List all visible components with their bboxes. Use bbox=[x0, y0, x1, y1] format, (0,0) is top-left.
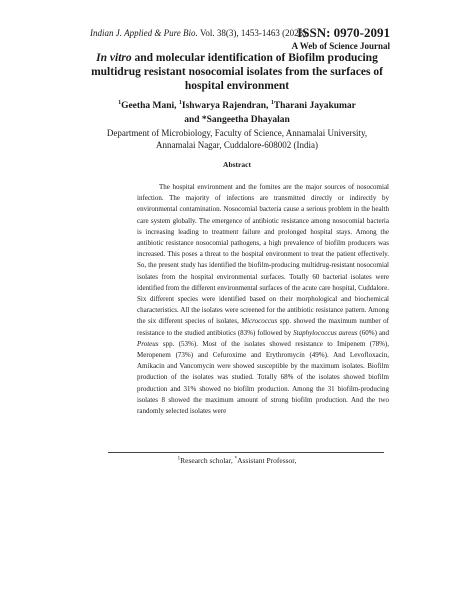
footnote bbox=[88, 456, 386, 465]
abstract-text-4: spp. (53%). Most of the isolates showed resistance to Imipenem (78%), Meropenem (73%) and Cefuroxime and Erythromycin (49%). And Levofloxacin, Amikacin and Vancomycin were showed susceptible by the maximum isolates. Biofilm production of the isolates was studied. Totally 68% of the isolates showed biofilm production and 31% showed no biofilm production. Among the 31 biofilm-producing isolates 8 showed the maximum amount of strong biofilm production. And the two randomly selected isolates were bbox=[137, 339, 389, 416]
footnote-text-2: Assistant Professor, bbox=[237, 456, 297, 465]
journal-tagline: A Web of Science Journal bbox=[291, 41, 390, 51]
footnote-mark-1: 1 bbox=[177, 456, 181, 462]
author-3-mark: 1 bbox=[270, 100, 274, 106]
abstract-text-2: spp. showed the maximum number of resistance to the studied antibiotics (83%) followed by bbox=[137, 317, 389, 337]
article-title bbox=[88, 51, 386, 93]
affiliation-line-1: Department of Microbiology, Faculty of Science, Annamalai University, bbox=[106, 128, 368, 138]
title-italic-lead: In vitro bbox=[96, 52, 132, 64]
abstract-body bbox=[137, 182, 389, 417]
footnote-mark-2: * bbox=[234, 456, 238, 462]
citation-journal: Indian J. Applied & Pure Bio. bbox=[90, 28, 198, 38]
citation-line bbox=[90, 28, 308, 38]
author-1: Geetha Mani, bbox=[121, 101, 179, 112]
author-2-mark: 1 bbox=[178, 100, 182, 106]
citation-volume: Vol. 38(3), 1453-1463 (2023). bbox=[199, 28, 309, 38]
abstract-heading: Abstract bbox=[223, 160, 251, 169]
footnote-text-1: Research scholar, bbox=[180, 456, 235, 465]
author-3: Tharani Jayakumar bbox=[273, 101, 356, 112]
author-1-mark: 1 bbox=[118, 100, 122, 106]
author-4: and *Sangeetha Dhayalan bbox=[184, 115, 290, 126]
footnote-divider bbox=[108, 452, 384, 453]
title-text: and molecular identification of Biofilm producing multidrug resistant nosocomial isolates from the surfaces of hospital environment bbox=[91, 52, 383, 92]
author-2: Ishwarya Rajendran, bbox=[181, 101, 271, 112]
abstract-text-3: (60%) and bbox=[357, 328, 389, 337]
species-staphylococcus: Staphylococcus aureus bbox=[293, 328, 358, 337]
species-micrococcus: Micrococcus bbox=[241, 317, 278, 326]
abstract-text-1: The hospital environment and the fomites are the major sources of nosocomial infection. The majority of infections are transmitted directly or indirectly by environmental contamination. Nosocomial bacteria cause a serious problem in the health care system globally. The emergence of antibiotic resistance among nosocomial bacteria is increasing leading to treatment failure and prolonged hospital stays. Among the antibiotic resistance nosocomial pathogens, a high prevalence of biofilm producers was increased. This poses a threat to the hospital environment to treat the patient effectively. So, the present study has identified the biofilm-producing multidrug-resistant nosocomial isolates from the hospital environmental surfaces. Totally 60 bacterial isolates were identified from the different environmental surfaces of the acute care hospital, Cuddalore. Six different species were identified based on their morphological and biochemical characteristics. All the isolates were screened for the antibiotic resistance pattern. Among the six different species of isolates, bbox=[137, 183, 389, 326]
author-list bbox=[88, 96, 386, 127]
affiliation-line-2: Annamalai Nagar, Cuddalore-608002 (India) bbox=[155, 140, 319, 150]
issn: ISSN: 0970-2091 bbox=[297, 25, 390, 40]
species-proteus: Proteus bbox=[137, 339, 159, 348]
abstract-paragraph bbox=[137, 182, 389, 417]
affiliation bbox=[88, 127, 386, 151]
